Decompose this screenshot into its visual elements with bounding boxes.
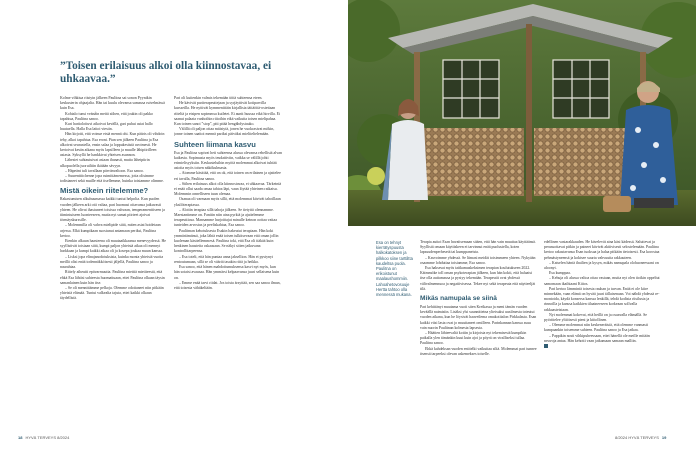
photo-couple-woodshed: [348, 0, 696, 226]
paragraph: – Lisksi jopa elinajanodotuksista, kuinka monta yhteistä vuotta meillä olisi enää todennäkköisesti jäljellä, Paulitna sanoo ja naurahtaa.: [60, 254, 164, 270]
article-end-mark: [544, 344, 548, 348]
paragraph: Pari kertoo lämmintä toisesta rauhan ja turvan. Enää ei ole kiire minnekään, vaan elämä on hyvää juuri tällaisenaan. Voi nähdä yhdessä remontoida, käydä konsersa kanssa lenkillä, tehdä kodista riisilusta ja rinnoilla ja kanssa kaikkien tilaaineeseen korkeaan sollvalla rakkaasteistaan.: [544, 286, 660, 312]
paragraph: – Olemme molemmat niin keskeneräisiä, että olemme vanmasti kumpaankin toisemme suhteen. Paulitna sanoo ja Esa jatkaa.: [544, 323, 648, 333]
paragraph: – Häpeänt tuli tavallaan pärvänvaltoon. Esa sanoo.: [65, 168, 144, 173]
paragraph: Osanaa oli varmaan myös sillä, että molemmat kävivät tahoillaan yksilöterapiassa.: [174, 197, 281, 207]
paragraph: – Esa toteli, että hän puntaa anna jaksellion. Hän ei pystynyt rentoutumaan, sillä se oli vääriä tasakin riitä ja heikko.: [174, 254, 273, 264]
page-number-left: 18: [18, 435, 23, 440]
paragraph: Kurt hartioloituvi aikoivat kevällä, gari puhui asiat hallo huutuella. Halla Esa laitoi viestin.: [60, 122, 153, 132]
left-col2b-paragraphs: [174, 151, 282, 291]
paragraph: Hän kirjotti, että voinue etsiä mennä ohi. Kun pääris oli vihdoin tehy, alkoi tapahtua. Esa eroni. Pian sen jälkeen Paulitna ja Esa alkoivat seurustella, ensin salaa ja loppukesästä avoimesti. He kertoivat kesän aikana myös lapsilleen ja muulle lähipiirilleen asiasta. Syksyllä he hankkivat yhteisen asunnon.: [60, 132, 165, 158]
paragraph: Pari kehittänyt muutama vuoti siten Kreikassa ja meni tämän vuoden keväällä naimisiin. Lisäksi ylsi suunnitteina ylteisuksi uusilmesta toteutui vuoden aikana, kun he löysivät haaveilema omakotitalon Pirkkalasta. Esan kaikki viisi lasta ovat jo muuttaneet omilleen. Parinkannan kanssa asuu vain nuorin Paulitnan kolmesta lapsesta.: [420, 305, 537, 330]
paragraph: Riitely aiheutti epävarmuutta. Paulitna miettiä mietiteestä, että ehkä Esa lähtisi suhteesta huomattuaan, ettei Paulitna olkaan täysin samanlainen kuin hän itse.: [60, 270, 165, 285]
left-col1-paragraphs: [60, 96, 166, 184]
paragraph: Välillä oli paljon ottaa mäistytä, jonen he vuokrasivat mökin, jonne toinen saattoi mennä pariksi päiväksi mieliteltelemään.: [174, 127, 275, 137]
paragraph: – Aiomme käsittää, että on ok, että toinen on erilainen ja ajattelee eri tavalla, Paulitna sanoo.: [174, 171, 281, 181]
photo-caption: Esa on tehnyt kierrätyspuusta halkokatoksen ja pilkkoo siine tarttiltta kaudeltsa puola. Paulitna on erikoistunut maalaushommiin. Lahoahetovosuuje Hertta tahtoo olla mennessä mukana.: [376, 240, 413, 298]
magazine-issue-left: HYVÄ TERVEYS 8/2024: [25, 435, 70, 440]
right-footer: [615, 435, 666, 440]
article-pull-quote-title: ”Toisen erilaisuus alkoi olla kiinnostavaa, ei uhkaavaa.”: [60, 60, 272, 85]
paragraph: – Kasvoimme yhdessä. Se liimasi meidät toisimmeen yhteen. Nykyään osaamme lohduttaa toisiamme, Esa sanoo.: [420, 255, 536, 265]
right-page: [348, 0, 696, 450]
paragraph: – Pappikin nosti vihkipuheessaan, ettei hänellä ole meille mitään neuvoja antaa. Hän kehotti vaan jatkamaan samaan malliin.: [544, 333, 650, 343]
paragraph: He kävivät pariterapeuttejaan ja syrjäyttivät kotiparvilla kursseilla. He nyttivät kymmenittäin kirjallisia täitäöitä-ostettaan riiteltä ja etsipen sopimmsa kuiletet. Ei auntt huussa eikä hirvilla. Ei saanut palaata vanhoihin riitoihin eikä vaikutta toisen mielipahaa. Kun toinen sanoi ”stop”, piti pitää hengähdystauko.: [174, 101, 281, 127]
paragraph: Kohtalo tunsi veänåin meitä siihen, että joukin oli pakko tapahtua, Paulitna sanoo.: [60, 111, 154, 121]
paragraph: Lähesiet suhtautuivat asiaan ihanasti, mutta läheipiirin ulkopuolella juoruiltiin ikäiään sävyyn.: [60, 158, 150, 168]
magazine-issue-right: 8/2024 HYVÄ TERVEYS: [615, 435, 659, 440]
paragraph: Esa kumppaa.: [549, 271, 571, 276]
paragraph: edellinen vastarakkauden. He kävelevät aina käsi kädessä. Saluttevat ja perusuottavat pitkin ja paineet kävivät aktiivisesti selostelemään. Paulitna kertoo rakastavansa Esan tuoksua ja halaa pitkään tietoisesti. Esa korostaa pehmästyneensä ja koktsee suurta vahvuutta rakkauteen.: [544, 240, 660, 260]
paragraph: – Emme enää tarvi riidat. Jos toista ärsyttää, sen saa sanoa ilman, että toisesta vähäkeltään.: [174, 280, 281, 290]
right-col1-paragraphs: [420, 240, 538, 292]
paragraph: – Häätien lähteevaltä kotiin ja kirjoista nyt tekemisestä kumpikin paikalla ylen tämänkin kuut kuin ajoi ja pöyrä on viralliseksi tullaa. Paulitna sanoo.: [420, 331, 527, 346]
left-column-2: [174, 96, 282, 424]
paragraph: Eienkin alkuun haasteena oli muutaaikkaansa menevyydessä. He syyllistivät toisiaan siitä, kumpi paljon yhteistä aikaa oli mennyt harkkaan ja kumpi kaikki aikaa oli ja kosepa joukaa muun kanssa.: [60, 239, 166, 254]
left-col1b-paragraphs: [60, 197, 166, 301]
page-number-right: 19: [661, 435, 667, 440]
paragraph: – Kehuja oli alussa valtoa ottaa vastaan, mutta nyt olen tioikin oppeliut samomaan ikaihiaani Kiitos.: [544, 276, 660, 286]
paragraph: – Aloitin terapiaa sillä tahoja jälkeen. Se tietyttä olennamme. Maestantimme on. Fanitin niin aina pyrkiä ja ajattelemme terapeuttiosa. Mansamme harjoittajat minulle keinon oottaa vaitaa tunteiden arvostus ja peeliskahtaa, Esa sanoo.: [174, 207, 277, 228]
paragraph: Pari oli kuitenkin valmis tekemään töitä suhteensa eteen.: [174, 96, 263, 100]
paragraph: Ehkä kahdeksan vuoden entitelki vaikuttaa siltä. Molemmat pari tunnee itsensä tarpeeksi olevan uskemekses toiselle.: [420, 346, 537, 356]
paragraph: Esa haksesat myös taitkamuskeksimen terapian koulutukseen 2022. Kätmmöke toll oman psykoterapian jälkeen, kun hän kokti, että haluaisi itse olla auttamassa ja pystyy tekemään. Terapeutit ovat yhdessä välivalmennuoa ja negatiivisessa. Tekee nyt sekä terapeuta että näytteeljät tilä.: [420, 266, 536, 291]
left-column-1: [60, 96, 166, 424]
right-column-2: [544, 240, 662, 430]
section-heading-riitelemme: Mistä oikein riitelemme?: [60, 186, 149, 196]
right-col2-paragraphs: [544, 240, 662, 344]
section-heading-kasvu: Suhteen liimana kasvu: [174, 139, 256, 149]
paragraph: Rakastumisen alkuhuumassa kaikki tuntui helpolta. Kun puolen vuoden jälkeen arki otti valtaa, pari huomasi oitavansa jatkuvasti yhteen. He olivat ihastuneet toisissa vahvaan, temperamenttiseen ja tiimintuiseen luonteeseen, mutta nyt samat piirteet ajoivat törmäyskurssille.: [60, 197, 165, 223]
left-footer: [18, 435, 69, 440]
paragraph: Esa ja Paulitna sopivat heti suhteensa alussa olevansa rehellisiä alvan kaikesta. Sopimusta myös teudattiviin, vaikka se välillä johti erimielisyyksiin. Keskusteluihin myötä molemmat alkoivat tuhtää asioita myös toisen näkökulmasta.: [174, 150, 282, 171]
paragraph: Esa sanoo, että hänen mahdottumuksensa kasvi nyt myös, kun hän sotaisi avausaa. Hän ymmärsi kelpaavansa juuri sellaisena kuin on.: [174, 265, 280, 280]
paragraph: – Suurenttitchenne jopa ruimittämemessa, jotta olisimme todistaneet sekä muille että itsellemme, huinka toisiamme olimme.: [60, 174, 164, 184]
right-col1b-paragraphs: [420, 305, 538, 357]
paragraph: Nyt molemmat kokevat, että heillä on ja osaavalla elämällä. Se pyörittelee yltiöisesti pieni ja kiitollinen.: [544, 312, 647, 323]
section-heading-namupala: Mikäs namupala se siinä: [420, 295, 497, 303]
left-col2-paragraphs: [174, 96, 282, 138]
paragraph: – Molemmilla oli vahva mielipide siitä, miten asiat hoidetaan arjessa. Elkä kumpikaan suostunut antamaan periksi, Paulitna kertoo.: [60, 223, 161, 238]
paragraph: – Siihen erilaisuus alkoi olla kiinnostavaa, ei uhkaavaa. Tärkeintä ei enää ollut saada omaa tahtoa läpi, vaan löytää yhteinen ratkaisu. Molemmin onnelliseen tuun olemaa.: [174, 181, 282, 197]
paragraph: Paulitman kehotuksesta Esakin hakeutui terapiaan. Hän koki ymmärtämänsä, joka lähtä enää toisen tulkitsevaan että oman jollin kuoleman käsitellemmesä. Paulitna toki, että Esa oli itäkää kuin henkinen haasteita oskaasaan. Se näkyi sitten jatkuvana kontrollitarpeensa.: [174, 228, 279, 254]
right-column-1: [420, 240, 538, 430]
paragraph: Kolme vihkiua riistyin jälkeen Paulitna sai sonon Pyynikin keskusterin ohjaajalta. Hän tai kuulu olevansa samassa ruivelmässä kuin Esa.: [60, 96, 165, 111]
paragraph: Terapia auttoi Esan havaitsemaan sitäen, että hän vain muuttaa käyttäänsä. Syyllistä omaan käyttiskeen ei tarvinnut enää puolustella, koten lapsuudenperhesetä tai kumppaneista.: [420, 240, 536, 255]
paragraph: – Katselen häntä ihailien ja kysyn, mikäs namupala olohuoneessani on aloonyt.: [544, 260, 659, 271]
paragraph: – Se oli mennittämme pelkoja. Olemme odottaneet niin pitkään yhteistä elämää. Tuntui valkealta tajuta, ettei kaikki olkaan täydellistä.: [60, 285, 164, 301]
